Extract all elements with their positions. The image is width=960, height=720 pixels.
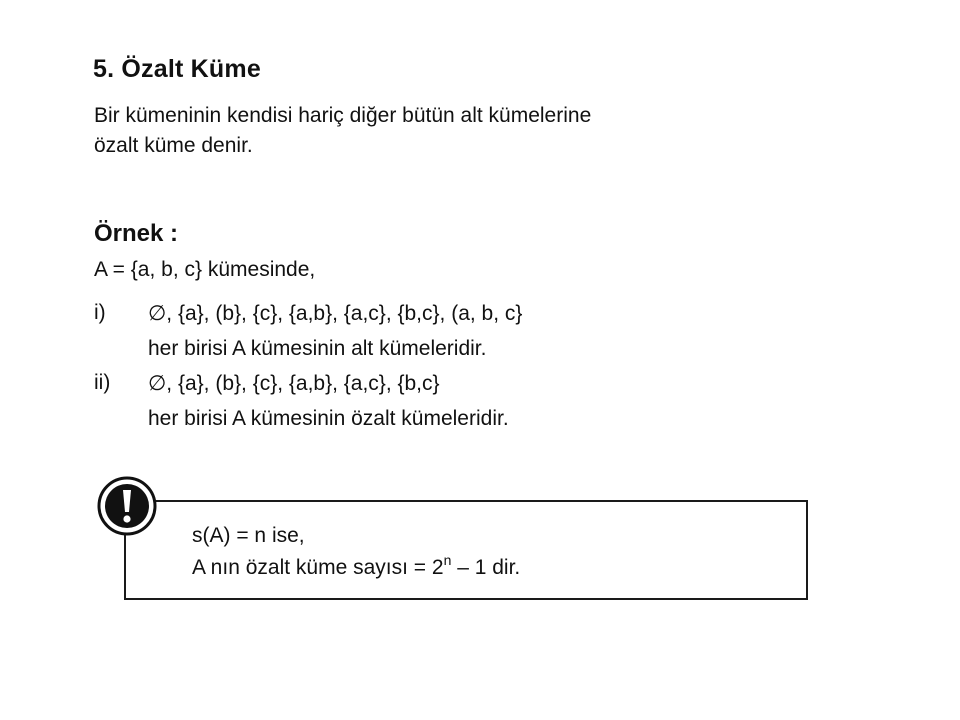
exclamation-icon	[97, 476, 157, 536]
set-statement: A = {a, b, c} kümesinde,	[94, 258, 316, 281]
definition-line-2: özalt küme denir.	[94, 134, 253, 157]
note-formula-prefix: A nın özalt küme sayısı = 2	[192, 556, 444, 579]
definition-paragraph	[94, 101, 591, 161]
item-i-description: her birisi A kümesinin alt kümeleridir.	[148, 337, 487, 360]
definition-line-1: Bir kümeninin kendisi hariç diğer bütün alt kümelerine	[94, 104, 592, 127]
note-formula-suffix: – 1 dir.	[451, 556, 521, 579]
item-i-sets: ∅, {a}, (b}, {c}, {a,b}, {a,c}, {b,c}, (a, b, c}	[148, 302, 523, 325]
note-line-2	[192, 552, 521, 580]
note-line-1: s(A) = n ise,	[192, 524, 305, 547]
item-i-label: i)	[94, 301, 106, 324]
note-box-left-border	[124, 535, 126, 600]
item-ii-sets: ∅, {a}, (b}, {c}, {a,b}, {a,c}, {b,c}	[148, 372, 440, 395]
item-ii-description: her birisi A kümesinin özalt kümeleridir.	[148, 407, 509, 430]
note-formula-exponent: n	[443, 552, 452, 568]
item-ii-label: ii)	[94, 371, 111, 394]
section-title: 5. Özalt Küme	[93, 55, 261, 83]
example-title: Örnek :	[94, 220, 179, 247]
note-box	[124, 500, 808, 600]
